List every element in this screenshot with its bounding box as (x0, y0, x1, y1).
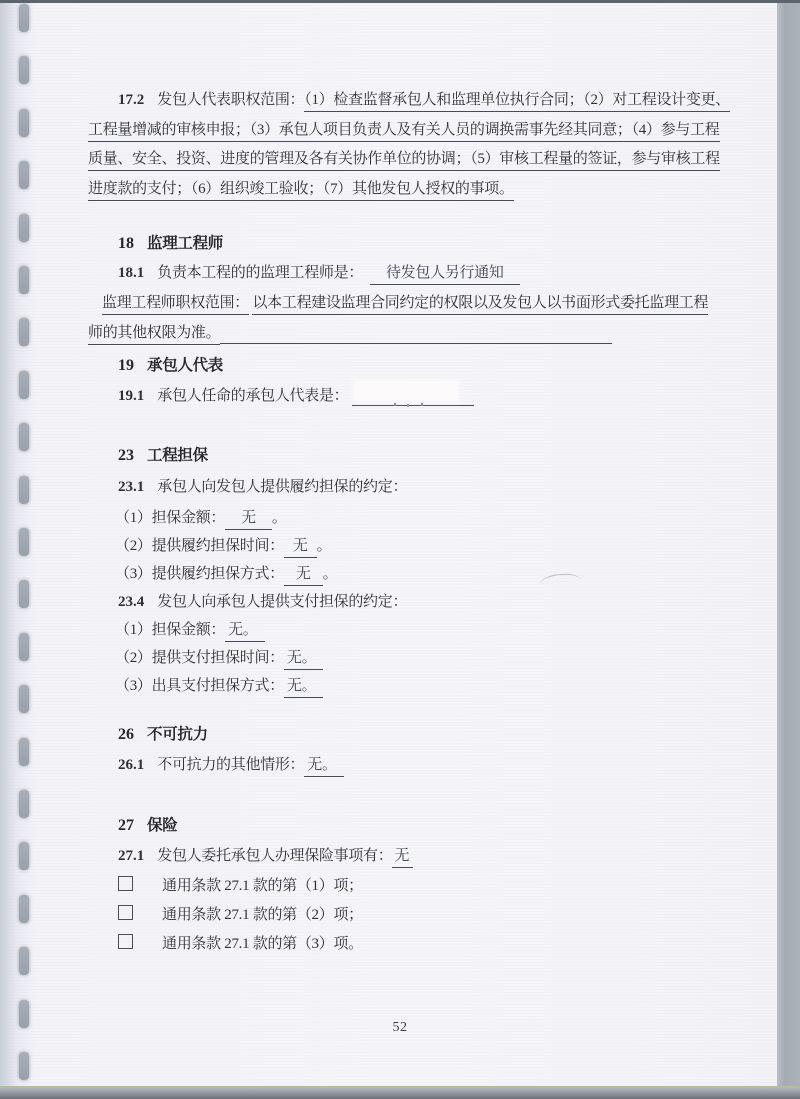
binder-hole (19, 1052, 29, 1080)
clause-label: 发包人代表职权范围： (157, 92, 305, 108)
clause-number: 27.1 (118, 848, 145, 864)
list-item (88, 564, 777, 584)
blank-underline (352, 388, 474, 406)
clause-number: 18.1 (118, 265, 145, 281)
binder-hole (19, 56, 29, 84)
checkbox-row (88, 876, 777, 896)
binder-hole (19, 842, 29, 870)
clause-text-underlined: 师的其他权限为准。 (88, 325, 220, 345)
list-item (88, 676, 777, 696)
fill-in-value: 无。 (225, 622, 264, 642)
heading-27 (88, 816, 777, 836)
clause-label: 不可抗力的其他情形： (157, 757, 305, 773)
binder-hole (19, 214, 29, 242)
list-item (88, 620, 777, 640)
clause-19-1 (88, 386, 777, 406)
clause-label-underlined: 监理工程师职权范围： (102, 295, 249, 315)
document-page (0, 2, 777, 1088)
heading-number: 26 (118, 726, 134, 743)
clause-text-underlined: 以本工程建设监理合同约定的权限以及发包人以书面形式委托监理工程 (252, 295, 708, 315)
clause-label: 发包人委托承包人办理保险事项有： (157, 848, 393, 864)
heading-title: 监理工程师 (147, 235, 224, 252)
clause-number: 23.4 (118, 594, 145, 610)
clause-text-underlined: 质量、安全、投资、进度的管理及各有关协作单位的协调；（5）审核工程量的签证，参与审核工程 (88, 151, 720, 171)
heading-title: 保险 (147, 817, 178, 834)
item-label: （2）提供履约担保时间： (115, 538, 284, 554)
binder-hole (19, 1000, 29, 1028)
fill-in-value: 无。 (284, 650, 323, 670)
item-suffix: 。 (322, 566, 338, 582)
binder-hole (19, 633, 29, 661)
fill-in-value: 无。 (284, 678, 323, 698)
scan-top-edge (0, 0, 800, 3)
blank-underline (220, 326, 612, 344)
binder-hole (19, 318, 29, 346)
fill-in-value: 无。 (304, 757, 343, 777)
checkbox-label: 通用条款 27.1 款的第（3）项。 (162, 936, 363, 952)
clause-label: 发包人向承包人提供支付担保的约定： (157, 594, 408, 610)
scanner-background-bottom (0, 1086, 800, 1099)
clause-26-1 (88, 755, 777, 775)
heading-title: 工程担保 (147, 447, 208, 464)
binder-hole (19, 947, 29, 975)
clause-label: 负责本工程的的监理工程师是： (157, 265, 364, 281)
item-label: （3）出具支付担保方式： (115, 678, 284, 694)
checkbox-unchecked-icon (118, 905, 133, 920)
heading-number: 18 (118, 235, 134, 252)
binder-hole (19, 476, 29, 504)
clause-number: 19.1 (118, 388, 145, 404)
binder-hole (19, 371, 29, 399)
redaction-patch (354, 381, 458, 400)
clause-label: 承包人向发包人提供履约担保的约定： (157, 479, 408, 495)
binder-hole (19, 895, 29, 923)
clause-text-underlined: （1）检查监督承包人和监理单位执行合同；（2）对工程设计变更、 (304, 92, 730, 112)
binder-hole (19, 790, 29, 818)
heading-18 (88, 234, 777, 254)
fill-in-value: 无 (284, 566, 323, 586)
item-suffix: 。 (316, 538, 332, 554)
clause-number: 23.1 (118, 479, 145, 495)
checkbox-unchecked-icon (118, 934, 133, 949)
clause-text-underlined: 工程量增减的审核申报；（3）承包人项目负责人及有关人员的调换需事先经其同意；（4）参与工程 (88, 122, 720, 142)
item-label: （1）担保金额： (115, 622, 226, 638)
fill-in-value: 无 (225, 510, 272, 530)
redaction-marks (394, 403, 396, 406)
binder-hole (19, 161, 29, 189)
item-suffix: 。 (271, 510, 287, 526)
binder-hole (19, 738, 29, 766)
heading-26 (88, 725, 777, 745)
checkbox-label: 通用条款 27.1 款的第（2）项； (162, 907, 363, 923)
binder-hole (19, 528, 29, 556)
binder-hole (19, 4, 29, 32)
checkbox-unchecked-icon (118, 876, 133, 891)
item-label: （3）提供履约担保方式： (115, 566, 284, 582)
fill-in-value: 无 (284, 538, 317, 558)
binder-hole (19, 109, 29, 137)
item-label: （2）提供支付担保时间： (115, 650, 284, 666)
heading-number: 27 (118, 817, 134, 834)
clause-23-4 (88, 592, 777, 612)
clause-17-2 (88, 90, 777, 208)
heading-number: 19 (118, 357, 134, 374)
clause-number: 17.2 (118, 92, 145, 108)
clause-23-1 (88, 477, 777, 497)
fill-in-value: 待发包人另行通知 (370, 265, 520, 285)
list-item (88, 536, 777, 556)
page-number: 52 (392, 1020, 408, 1035)
clause-18-scope (88, 293, 777, 352)
item-label: （1）担保金额： (115, 510, 226, 526)
list-item (88, 508, 777, 528)
heading-title: 承包人代表 (147, 357, 224, 374)
clause-text-underlined: 进度款的支付；（6）组织竣工验收；（7）其他发包人授权的事项。 (88, 181, 514, 201)
checkbox-label: 通用条款 27.1 款的第（1）项； (162, 878, 363, 894)
heading-title: 不可抗力 (147, 726, 208, 743)
fill-in-value: 无 (392, 848, 413, 868)
binder-hole (19, 266, 29, 294)
scanner-background-right (777, 0, 800, 1090)
checkbox-row (88, 934, 777, 954)
clause-18-1 (88, 263, 777, 283)
checkbox-row (88, 905, 777, 925)
clause-27-1 (88, 846, 777, 866)
list-item (88, 648, 777, 668)
heading-23 (88, 446, 777, 466)
heading-19 (88, 356, 777, 376)
binder-hole (19, 685, 29, 713)
binder-hole (19, 423, 29, 451)
clause-label: 承包人任命的承包人代表是： (157, 388, 349, 404)
clause-number: 26.1 (118, 757, 145, 773)
heading-number: 23 (118, 447, 134, 464)
binder-hole (19, 580, 29, 608)
